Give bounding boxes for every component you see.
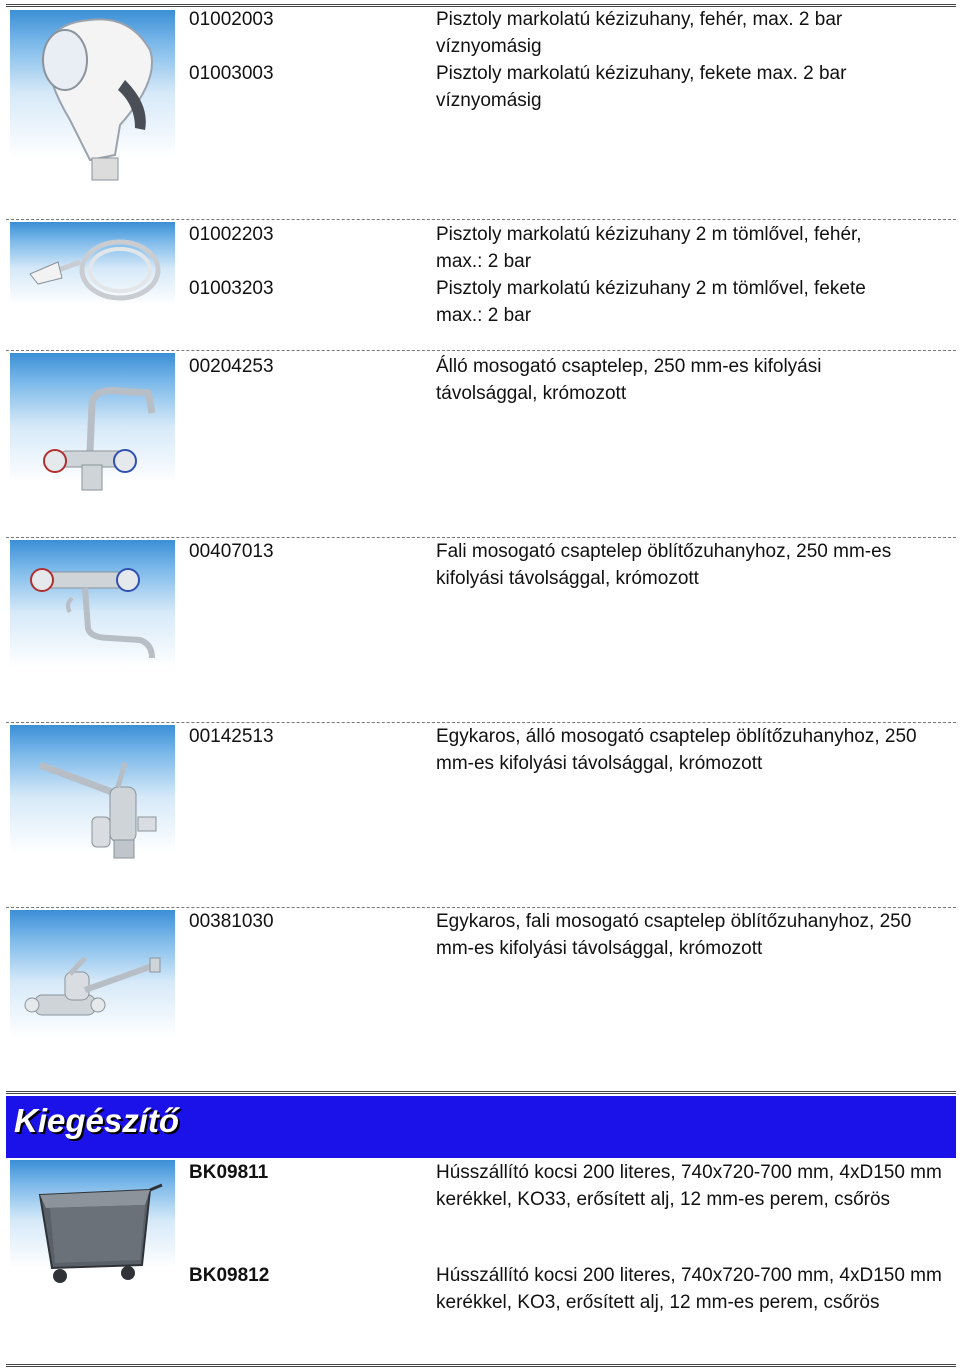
- standing-sink-faucet-icon: [10, 353, 175, 516]
- product-description: Pisztoly markolatú kézizuhany, fekete max. 2 bar víznyomásig: [436, 63, 847, 111]
- section-banner: [6, 1096, 956, 1158]
- bottom-rule: [6, 1364, 956, 1367]
- product-description: Pisztoly markolatú kézizuhany, fehér, max. 2 bar víznyomásig: [436, 9, 843, 57]
- row-divider: [6, 350, 956, 351]
- accessory-code: BK09812: [189, 1265, 270, 1286]
- product-code: 01003203: [189, 278, 274, 299]
- product-code: 01003003: [189, 63, 274, 84]
- product-description: Egykaros, álló mosogató csaptelep öblítőzuhanyhoz, 250 mm-es kifolyási távolsággal, krómozott: [436, 726, 917, 774]
- product-code: 01002003: [189, 9, 274, 30]
- product-description: Fali mosogató csaptelep öblítőzuhanyhoz, 250 mm-es kifolyási távolsággal, krómozott: [436, 541, 892, 589]
- product-code: 00381030: [189, 911, 274, 932]
- single-lever-standing-faucet-icon: [10, 725, 175, 885]
- product-code: 01002203: [189, 224, 274, 245]
- product-description: Egykaros, fali mosogató csaptelep öblítőzuhanyhoz, 250 mm-es kifolyási távolsággal, krómozott: [436, 911, 912, 959]
- accessory-description: Hússzállító kocsi 200 literes, 740x720-700 mm, 4xD150 mm kerékkel, KO33, erősített alj, 12 mm-es perem, csőrös: [436, 1162, 942, 1210]
- meat-trolley-icon: [10, 1160, 175, 1295]
- row-divider: [6, 219, 956, 220]
- hand-shower-hose-icon: [10, 222, 175, 326]
- product-code: 00142513: [189, 726, 274, 747]
- hand-shower-icon: [10, 10, 175, 195]
- product-description: Álló mosogató csaptelep, 250 mm-es kifolyási távolsággal, krómozott: [436, 356, 822, 404]
- single-lever-wall-faucet-icon: [10, 910, 175, 1070]
- product-code: 00204253: [189, 356, 274, 377]
- product-description: Pisztoly markolatú kézizuhany 2 m tömlővel, fekete max.: 2 bar: [436, 278, 866, 326]
- section-rule: [6, 1091, 956, 1094]
- accessory-code: BK09811: [189, 1162, 269, 1183]
- section-title: Kiegészítő: [14, 1102, 180, 1139]
- wall-sink-faucet-icon: [10, 540, 175, 700]
- product-description: Pisztoly markolatú kézizuhany 2 m tömlővel, fehér, max.: 2 bar: [436, 224, 862, 272]
- accessory-description: Hússzállító kocsi 200 literes, 740x720-700 mm, 4xD150 mm kerékkel, KO3, erősített alj, 12 mm-es perem, csőrös: [436, 1265, 942, 1313]
- product-code: 00407013: [189, 541, 274, 562]
